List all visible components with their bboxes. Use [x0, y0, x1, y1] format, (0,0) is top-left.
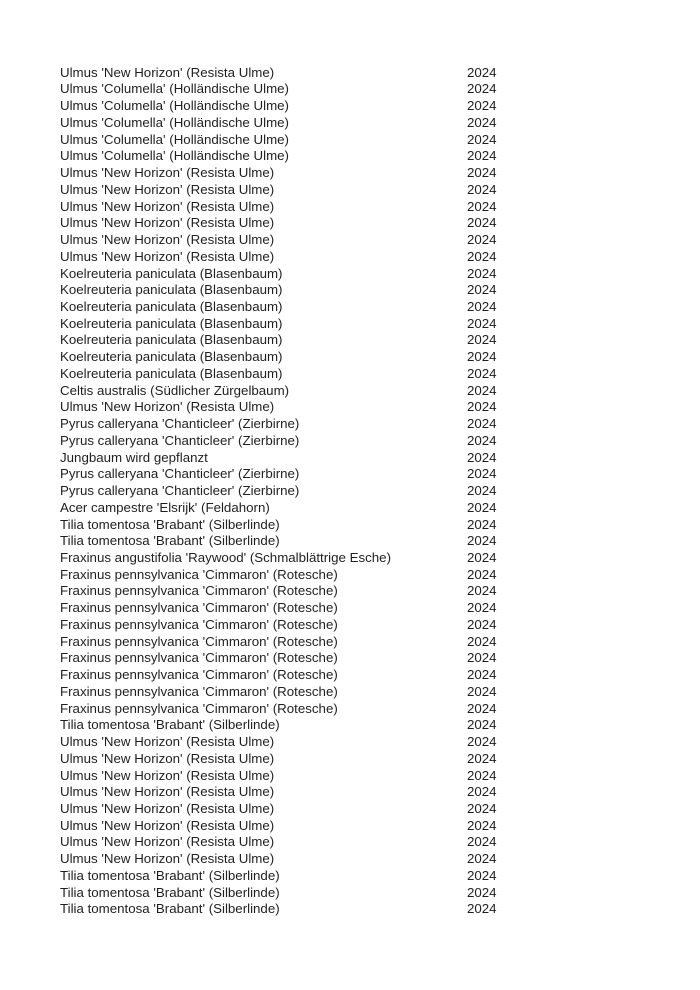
list-item [60, 65, 680, 82]
list-item [60, 182, 680, 199]
tree-species-label: Tilia tomentosa 'Brabant' (Silberlinde) [60, 867, 280, 883]
planting-year-label: 2024 [467, 399, 497, 415]
tree-species-label: Ulmus 'New Horizon' (Resista Ulme) [60, 165, 275, 181]
list-item [60, 383, 680, 400]
list-item [60, 634, 680, 651]
planting-year-label: 2024 [467, 98, 497, 114]
planting-year-label: 2024 [467, 516, 497, 532]
list-item [60, 199, 680, 216]
planting-year-label: 2024 [467, 600, 497, 616]
list-item [60, 450, 680, 467]
list-item [60, 132, 680, 149]
tree-species-label: Ulmus 'New Horizon' (Resista Ulme) [60, 834, 275, 850]
planting-year-label: 2024 [467, 248, 497, 264]
tree-species-label: Fraxinus pennsylvanica 'Cimmaron' (Rotesche) [60, 566, 338, 582]
planting-year-label: 2024 [467, 767, 497, 783]
tree-species-label: Ulmus 'New Horizon' (Resista Ulme) [60, 232, 275, 248]
list-item [60, 684, 680, 701]
list-item [60, 701, 680, 718]
tree-species-label: Tilia tomentosa 'Brabant' (Silberlinde) [60, 516, 280, 532]
tree-species-label: Ulmus 'New Horizon' (Resista Ulme) [60, 750, 275, 766]
tree-species-label: Koelreuteria paniculata (Blasenbaum) [60, 282, 283, 298]
tree-species-label: Fraxinus pennsylvanica 'Cimmaron' (Rotesche) [60, 583, 338, 599]
tree-species-label: Ulmus 'New Horizon' (Resista Ulme) [60, 851, 275, 867]
planting-year-label: 2024 [467, 750, 497, 766]
planting-year-label: 2024 [467, 282, 497, 298]
tree-species-label: Celtis australis (Südlicher Zürgelbaum) [60, 382, 290, 398]
list-item [60, 299, 680, 316]
tree-species-label: Ulmus 'New Horizon' (Resista Ulme) [60, 734, 275, 750]
tree-species-label: Ulmus 'Columella' (Holländische Ulme) [60, 131, 289, 147]
list-item [60, 600, 680, 617]
list-item [60, 885, 680, 902]
planting-year-label: 2024 [467, 616, 497, 632]
list-item [60, 768, 680, 785]
tree-species-label: Ulmus 'New Horizon' (Resista Ulme) [60, 64, 275, 80]
planting-year-label: 2024 [467, 650, 497, 666]
planting-year-label: 2024 [467, 114, 497, 130]
tree-species-label: Ulmus 'New Horizon' (Resista Ulme) [60, 801, 275, 816]
list-item [60, 784, 680, 801]
list-item [60, 282, 680, 299]
tree-species-label: Fraxinus pennsylvanica 'Cimmaron' (Rotesche) [60, 600, 338, 616]
planting-year-label: 2024 [467, 683, 497, 699]
planting-year-label: 2024 [467, 215, 497, 231]
tree-species-label: Pyrus calleryana 'Chanticleer' (Zierbirne) [60, 483, 300, 499]
planting-year-label: 2024 [467, 181, 497, 197]
planting-year-label: 2024 [467, 867, 497, 883]
planting-year-label: 2024 [467, 349, 497, 365]
list-item [60, 500, 680, 517]
tree-species-label: Pyrus calleryana 'Chanticleer' (Zierbirne) [60, 432, 300, 448]
planting-year-label: 2024 [467, 416, 497, 432]
tree-species-label: Fraxinus pennsylvanica 'Cimmaron' (Rotesche) [60, 700, 338, 716]
tree-species-label: Pyrus calleryana 'Chanticleer' (Zierbirne) [60, 416, 300, 432]
planting-year-label: 2024 [467, 265, 497, 281]
list-item [60, 483, 680, 500]
list-item [60, 366, 680, 383]
planting-year-label: 2024 [467, 566, 497, 582]
list-item [60, 466, 680, 483]
planting-year-label: 2024 [467, 851, 497, 867]
list-item [60, 901, 680, 918]
tree-species-label: Acer campestre 'Elsrijk' (Feldahorn) [60, 499, 270, 515]
tree-species-label: Ulmus 'Columella' (Holländische Ulme) [60, 148, 289, 164]
list-item [60, 249, 680, 266]
planting-year-label: 2024 [467, 583, 497, 599]
planting-year-label: 2024 [467, 817, 497, 833]
tree-species-label: Tilia tomentosa 'Brabant' (Silberlinde) [60, 901, 280, 917]
planting-year-label: 2024 [467, 784, 497, 800]
planting-year-label: 2024 [467, 298, 497, 314]
tree-species-label: Ulmus 'New Horizon' (Resista Ulme) [60, 215, 275, 231]
tree-species-label: Ulmus 'New Horizon' (Resista Ulme) [60, 817, 275, 833]
planting-year-label: 2024 [467, 834, 497, 850]
planting-year-label: 2024 [467, 382, 497, 398]
tree-species-label: Koelreuteria paniculata (Blasenbaum) [60, 365, 283, 381]
tree-species-label: Fraxinus pennsylvanica 'Cimmaron' (Rotesche) [60, 650, 338, 666]
tree-species-label: Ulmus 'Columella' (Holländische Ulme) [60, 114, 289, 130]
tree-species-label: Koelreuteria paniculata (Blasenbaum) [60, 349, 283, 365]
list-item [60, 115, 680, 132]
planting-year-label: 2024 [467, 700, 497, 716]
tree-species-label: Ulmus 'New Horizon' (Resista Ulme) [60, 784, 275, 800]
tree-list [60, 65, 680, 918]
list-item [60, 667, 680, 684]
tree-species-label: Ulmus 'New Horizon' (Resista Ulme) [60, 767, 275, 783]
list-item [60, 751, 680, 768]
tree-species-label: Pyrus calleryana 'Chanticleer' (Zierbirne) [60, 466, 300, 482]
tree-species-label: Tilia tomentosa 'Brabant' (Silberlinde) [60, 884, 280, 900]
list-item [60, 583, 680, 600]
planting-year-label: 2024 [467, 332, 497, 348]
list-item [60, 517, 680, 534]
tree-species-label: Fraxinus pennsylvanica 'Cimmaron' (Rotesche) [60, 633, 338, 649]
list-item [60, 332, 680, 349]
planting-year-label: 2024 [467, 449, 497, 465]
tree-species-label: Ulmus 'Columella' (Holländische Ulme) [60, 98, 289, 114]
planting-year-label: 2024 [467, 801, 497, 816]
list-item [60, 717, 680, 734]
tree-species-label: Koelreuteria paniculata (Blasenbaum) [60, 315, 283, 331]
list-item [60, 650, 680, 667]
list-item [60, 734, 680, 751]
list-item [60, 868, 680, 885]
list-item [60, 801, 680, 818]
planting-year-label: 2024 [467, 549, 497, 565]
tree-species-label: Ulmus 'New Horizon' (Resista Ulme) [60, 399, 275, 415]
planting-year-label: 2024 [467, 734, 497, 750]
list-item [60, 416, 680, 433]
planting-year-label: 2024 [467, 198, 497, 214]
planting-year-label: 2024 [467, 884, 497, 900]
planting-year-label: 2024 [467, 365, 497, 381]
list-item [60, 433, 680, 450]
planting-year-label: 2024 [467, 148, 497, 164]
list-item [60, 98, 680, 115]
planting-year-label: 2024 [467, 315, 497, 331]
planting-year-label: 2024 [467, 432, 497, 448]
planting-year-label: 2024 [467, 466, 497, 482]
tree-species-label: Koelreuteria paniculata (Blasenbaum) [60, 298, 283, 314]
list-item [60, 349, 680, 366]
planting-year-label: 2024 [467, 633, 497, 649]
planting-year-label: 2024 [467, 901, 497, 917]
planting-year-label: 2024 [467, 64, 497, 80]
list-item [60, 533, 680, 550]
list-item [60, 215, 680, 232]
list-item [60, 232, 680, 249]
list-item [60, 834, 680, 851]
tree-species-label: Fraxinus angustifolia 'Raywood' (Schmalblättrige Esche) [60, 549, 392, 565]
list-item [60, 81, 680, 98]
planting-year-label: 2024 [467, 717, 497, 733]
planting-year-label: 2024 [467, 165, 497, 181]
tree-species-label: Fraxinus pennsylvanica 'Cimmaron' (Rotesche) [60, 667, 338, 683]
tree-species-label: Ulmus 'Columella' (Holländische Ulme) [60, 81, 289, 97]
tree-species-label: Koelreuteria paniculata (Blasenbaum) [60, 265, 283, 281]
list-item [60, 617, 680, 634]
list-item [60, 165, 680, 182]
planting-year-label: 2024 [467, 131, 497, 147]
planting-year-label: 2024 [467, 667, 497, 683]
list-item [60, 818, 680, 835]
list-item [60, 266, 680, 283]
tree-species-label: Ulmus 'New Horizon' (Resista Ulme) [60, 248, 275, 264]
list-item [60, 567, 680, 584]
tree-species-label: Tilia tomentosa 'Brabant' (Silberlinde) [60, 533, 280, 549]
tree-species-label: Fraxinus pennsylvanica 'Cimmaron' (Rotesche) [60, 616, 338, 632]
planting-year-label: 2024 [467, 81, 497, 97]
tree-species-label: Fraxinus pennsylvanica 'Cimmaron' (Rotesche) [60, 683, 338, 699]
list-item [60, 148, 680, 165]
planting-year-label: 2024 [467, 533, 497, 549]
tree-species-label: Ulmus 'New Horizon' (Resista Ulme) [60, 198, 275, 214]
planting-year-label: 2024 [467, 499, 497, 515]
list-item [60, 399, 680, 416]
tree-species-label: Koelreuteria paniculata (Blasenbaum) [60, 332, 283, 348]
list-item [60, 316, 680, 333]
tree-species-label: Jungbaum wird gepflanzt [60, 449, 208, 465]
planting-year-label: 2024 [467, 232, 497, 248]
tree-species-label: Ulmus 'New Horizon' (Resista Ulme) [60, 181, 275, 197]
planting-year-label: 2024 [467, 483, 497, 499]
tree-species-label: Tilia tomentosa 'Brabant' (Silberlinde) [60, 717, 280, 733]
list-item [60, 550, 680, 567]
list-item [60, 851, 680, 868]
